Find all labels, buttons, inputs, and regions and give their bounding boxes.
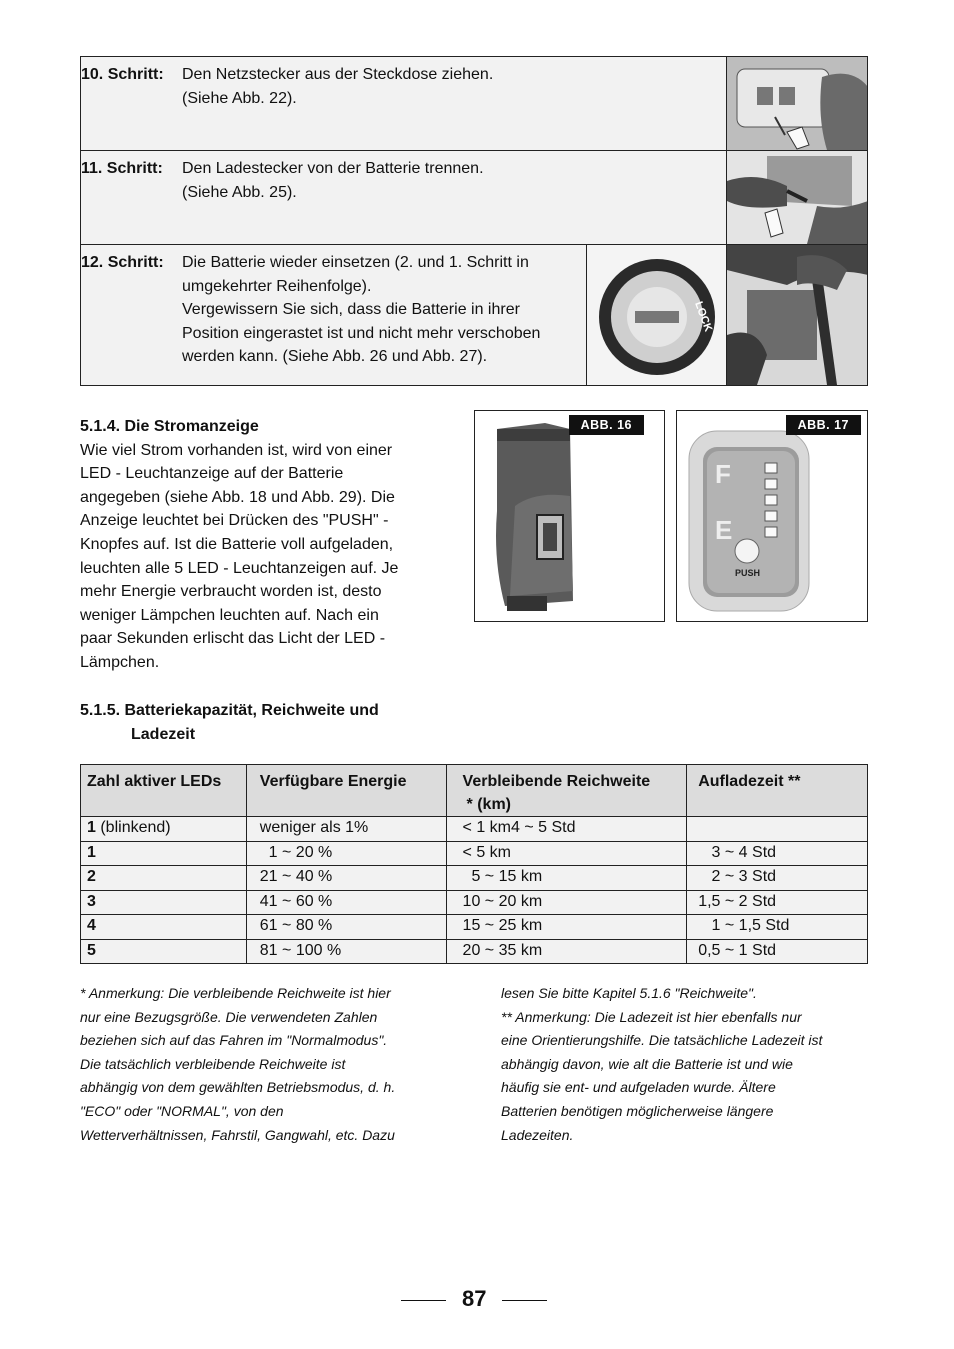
lock-label: LOCK <box>692 299 715 334</box>
cell-energy: 61 ~ 80 % <box>246 915 446 940</box>
header-range: Verbleibende Reichweite * (km) <box>446 765 687 817</box>
cell-charge: 1,5 ~ 2 Std <box>687 890 868 915</box>
cell-leds: 3 <box>81 890 247 915</box>
cell-leds: 1 (blinkend) <box>81 817 247 842</box>
step-text: Die Batterie wieder einsetzen (2. und 1. Schritt in umgekehrter Reihenfolge). Vergewissern Sie sich, dass die Batterie in ihrer Position eingerastet ist und nicht mehr verschoben werden kann. (Siehe Abb. 26 und Abb. 27). <box>182 254 541 365</box>
cell-energy: 1 ~ 20 % <box>246 841 446 866</box>
cell-charge: 1 ~ 1,5 Std <box>687 915 868 940</box>
step-row-11 <box>81 151 867 245</box>
cell-charge: 2 ~ 3 Std <box>687 866 868 891</box>
cell-leds: 2 <box>81 866 247 891</box>
battery-insert-photo <box>726 245 867 385</box>
table-row <box>81 841 868 866</box>
section-title: 5.1.4. Die Stromanzeige <box>80 418 259 435</box>
step-text: Den Ladestecker von der Batterie trennen. (Siehe Abb. 25). <box>182 160 484 201</box>
empty-indicator-letter: E <box>715 515 733 545</box>
cell-range: 15 ~ 25 km <box>446 915 687 940</box>
cell-energy: weniger als 1% <box>246 817 446 842</box>
cell-leds: 4 <box>81 915 247 940</box>
step-label: 12. Schritt: <box>81 254 164 271</box>
table-row <box>81 817 868 842</box>
section-5-1-5-title: 5.1.5. Batteriekapazität, Reichweite und Ladezeit <box>80 702 379 743</box>
push-button-label: PUSH <box>735 568 761 578</box>
cell-range: < 5 km <box>446 841 687 866</box>
note-range: * Anmerkung: Die verbleibende Reichweite ist hier nur eine Bezugsgröße. Die verwendeten Zahlen beziehen sich auf das Fahren im "Normalmodus". Die tatsächlich verbleibende Reichweite ist abhängig von dem gewählten Betriebsmodus, d. h. "ECO" oder "NORMAL", von den Wetterverhältnissen, Fahrstil, Gangwahl, etc. Dazu <box>80 985 396 1143</box>
cell-charge: 0,5 ~ 1 Std <box>687 939 868 964</box>
figure-abb-17 <box>676 410 868 622</box>
lock-photo <box>586 245 727 385</box>
lock-illustration <box>587 245 727 385</box>
table-header-row <box>81 765 868 817</box>
page-number-rule-right <box>502 1300 547 1301</box>
cell-range: 10 ~ 20 km <box>446 890 687 915</box>
step-row-10 <box>81 57 867 151</box>
section-5-1-4 <box>80 415 460 675</box>
unplug-illustration <box>727 57 867 150</box>
figure-abb-16 <box>474 410 665 622</box>
figure-label: ABB. 16 <box>569 415 644 435</box>
cell-range: 5 ~ 15 km <box>446 866 687 891</box>
steps-table <box>80 56 868 386</box>
table-row <box>81 915 868 940</box>
cell-energy: 81 ~ 100 % <box>246 939 446 964</box>
cell-range: < 1 km4 ~ 5 Std <box>446 817 687 842</box>
step-label: 11. Schritt: <box>81 160 163 177</box>
unplug-photo <box>726 57 867 150</box>
cell-leds: 1 <box>81 841 247 866</box>
header-energy: Verfügbare Energie <box>246 765 446 817</box>
cell-energy: 41 ~ 60 % <box>246 890 446 915</box>
battery-insert-illustration <box>727 245 867 385</box>
header-leds: Zahl aktiver LEDs <box>81 765 247 817</box>
cell-leds: 5 <box>81 939 247 964</box>
battery-side-illustration <box>475 411 664 621</box>
led-panel-illustration <box>677 411 867 621</box>
full-indicator-letter: F <box>715 459 731 489</box>
table-row <box>81 939 868 964</box>
cell-charge <box>687 817 868 842</box>
page-number: 87 <box>462 1286 487 1311</box>
note-charge: lesen Sie bitte Kapitel 5.1.6 "Reichweite". ** Anmerkung: Die Ladezeit ist hier ebenfalls nur eine Orientierungshilfe. Die tatsächliche Ladezeit ist abhängig davon, wie alt die Batterie ist und wie häufig sie ent- und aufgeladen wurde. Ältere Batterien benötigen möglicherweise längere Ladezeiten. <box>501 985 823 1143</box>
header-charge: Aufladezeit ** <box>687 765 868 817</box>
table-row <box>81 866 868 891</box>
page-number-rule-left <box>401 1300 446 1301</box>
cell-range: 20 ~ 35 km <box>446 939 687 964</box>
capacity-table <box>80 764 868 964</box>
step-text: Den Netzstecker aus der Steckdose ziehen. (Siehe Abb. 22). <box>182 66 494 107</box>
section-body: Wie viel Strom vorhanden ist, wird von einer LED - Leuchtanzeige auf der Batterie angegeben (siehe Abb. 18 und Abb. 29). Die Anzeige leuchtet bei Drücken des "PUSH" - Knopfes auf. Ist die Batterie voll aufgeladen, leuchten alle 5 LED - Leuchtanzeigen auf. Je mehr Energie verbraucht worden ist, desto weniger Lämpchen leuchten auf. Nach ein paar Sekunden erlischt das Licht der LED - Lämpchen. <box>80 441 399 671</box>
charger-unplug-photo <box>726 151 867 244</box>
cell-charge: 3 ~ 4 Std <box>687 841 868 866</box>
step-label: 10. Schritt: <box>81 66 164 83</box>
figure-label: ABB. 17 <box>786 415 861 435</box>
charger-illustration <box>727 151 867 244</box>
table-row <box>81 890 868 915</box>
cell-energy: 21 ~ 40 % <box>246 866 446 891</box>
step-row-12 <box>81 245 867 385</box>
